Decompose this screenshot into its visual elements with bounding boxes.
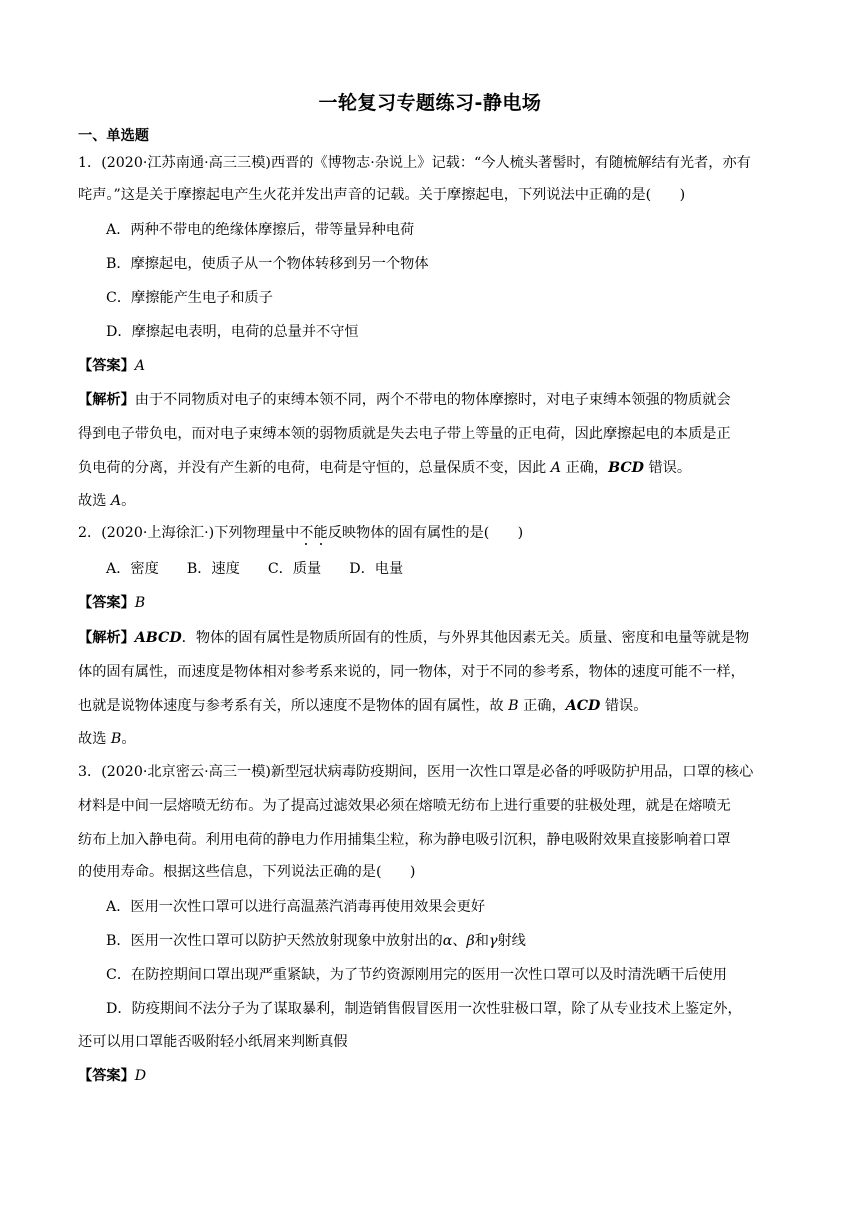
q2-conclusion — [78, 729, 790, 749]
analysis-text: 错误。 — [648, 460, 692, 476]
analysis-text: 负电荷的分离，并没有产生新的电荷，电荷是守恒的，总量保质不变，因此 — [78, 460, 547, 476]
greek-alpha: α — [442, 933, 453, 949]
q2-option-d: D．电量 — [349, 561, 404, 577]
q1-stem-line-2: 咤声。”这是关于摩擦起电产生火花并发出声音的记载。关于摩擦起电，下列说法中正确的是( ) — [78, 187, 686, 203]
answer-value: D — [134, 1068, 147, 1084]
section-heading: 一、单选题 — [78, 128, 149, 144]
q2-options — [106, 559, 818, 579]
analysis-option: A — [550, 460, 561, 476]
q1-analysis-line-2: 得到电子带负电，而对电子束缚本领的弱物质就是失去电子带上等量的正电荷，因此摩擦起电的本质是正 — [78, 426, 731, 442]
q2-option-a: A．密度 — [106, 561, 159, 577]
q3-stem-line-3: 纺布上加入静电荷。利用电荷的静电力作用捕集尘粒，称为静电吸引沉积，静电吸附效果直接影响着口罩 — [78, 832, 731, 848]
analysis-text: ．物体的固有属性是物质所固有的性质，与外界其他因素无关。质量、密度和电量等就是物 — [181, 630, 750, 646]
stem-text: 2．(2020·上海徐汇·)下列物理量中 — [78, 525, 300, 541]
conclusion-text: 故选 — [78, 493, 107, 509]
q3-option-c: C．在防控期间口罩出现严重紧缺，为了节约资源刚用完的医用一次性口罩可以及时清洗晒干后使用 — [106, 967, 727, 983]
option-text: B．医用一次性口罩可以防护天然放射现象中放射出的 — [106, 933, 443, 949]
emphasis-char: 不 — [299, 525, 314, 541]
emphasis-char: 能 — [313, 525, 328, 541]
answer-tag: 【答案】 — [78, 1068, 135, 1084]
analysis-text: 也就是说物体速度与参考系有关，所以速度不是物体的固有属性，故 — [78, 698, 504, 714]
q1-analysis-line-3 — [78, 458, 790, 478]
q1-answer — [78, 356, 790, 376]
page-title: 一轮复习专题练习-静电场 — [318, 92, 542, 114]
option-text: 射线 — [497, 933, 526, 949]
greek-beta: β — [466, 933, 475, 949]
stem-text: 反映物体的固有属性的是( ) — [327, 525, 524, 541]
conclusion-option: B — [110, 731, 122, 747]
analysis-tag: 【解析】 — [78, 630, 135, 646]
q3-option-d-line-1: D．防疫期间不法分子为了谋取暴利，制造销售假冒医用一次性驻极口罩，除了从专业技术上鉴定外， — [106, 1001, 742, 1017]
q1-option-d: D．摩擦起电表明，电荷的总量并不守恒 — [106, 324, 359, 340]
option-text: 、 — [452, 933, 467, 949]
option-text: 和 — [474, 933, 489, 949]
conclusion-text: 。 — [121, 731, 136, 747]
analysis-text: 正确， — [565, 460, 609, 476]
q2-analysis-line-1 — [78, 628, 790, 648]
q2-stem — [78, 523, 790, 543]
q2-option-b: B．速度 — [186, 561, 240, 577]
q2-analysis-line-3 — [78, 696, 790, 716]
conclusion-text: 。 — [121, 493, 136, 509]
analysis-text: 错误。 — [604, 698, 648, 714]
q1-option-b: B．摩擦起电，使质子从一个物体转移到另一个物体 — [106, 256, 429, 272]
q2-option-c: C．质量 — [267, 561, 322, 577]
analysis-option: BCD — [608, 460, 644, 476]
q1-conclusion — [78, 491, 790, 511]
q2-analysis-line-2: 体的固有属性，而速度是物体相对参考系来说的，同一物体，对于不同的参考系，物体的速度可能不一样， — [78, 664, 745, 680]
q3-stem-line-2: 材料是中间一层熔喷无纺布。为了提高过滤效果必须在熔喷无纺布上进行重要的驻极处理，就是在熔喷无 — [78, 798, 731, 814]
analysis-option: ABCD — [134, 630, 182, 646]
analysis-text: 由于不同物质对电子的束缚本领不同，两个不带电的物体摩擦时，对电子束缚本领强的物质就会 — [134, 392, 731, 408]
q3-answer — [78, 1066, 790, 1086]
q1-option-a: A．两种不带电的绝缘体摩擦后，带等量异种电荷 — [106, 222, 415, 238]
q3-option-a: A．医用一次性口罩可以进行高温蒸汽消毒再使用效果会更好 — [106, 899, 486, 915]
answer-tag: 【答案】 — [78, 358, 135, 374]
answer-value: B — [134, 595, 146, 611]
q1-stem-line-1: 1．(2020·江苏南通·高三三模)西晋的《博物志·杂说上》记载：“今人梳头著髻时，有随梳解结有光者，亦有 — [78, 155, 751, 171]
q3-stem-line-1: 3．(2020·北京密云·高三一模)新型冠状病毒防疫期间，医用一次性口罩是必备的呼吸防护用品，口罩的核心 — [78, 764, 754, 780]
analysis-option: B — [508, 698, 519, 714]
analysis-option: ACD — [565, 698, 601, 714]
q3-stem-line-4: 的使用寿命。根据这些信息，下列说法正确的是( ) — [78, 864, 416, 880]
answer-tag: 【答案】 — [78, 595, 135, 611]
answer-value: A — [134, 358, 146, 374]
analysis-tag: 【解析】 — [78, 392, 135, 408]
q1-analysis-line-1 — [78, 390, 790, 410]
q3-option-b — [106, 931, 818, 951]
analysis-text: 正确， — [523, 698, 566, 714]
q3-option-d-line-2: 还可以用口罩能否吸附轻小纸屑来判断真假 — [78, 1034, 348, 1050]
conclusion-option: A — [110, 493, 122, 509]
q1-option-c: C．摩擦能产生电子和质子 — [106, 290, 273, 306]
conclusion-text: 故选 — [78, 731, 107, 747]
q2-answer — [78, 593, 790, 613]
greek-gamma: γ — [488, 933, 498, 949]
